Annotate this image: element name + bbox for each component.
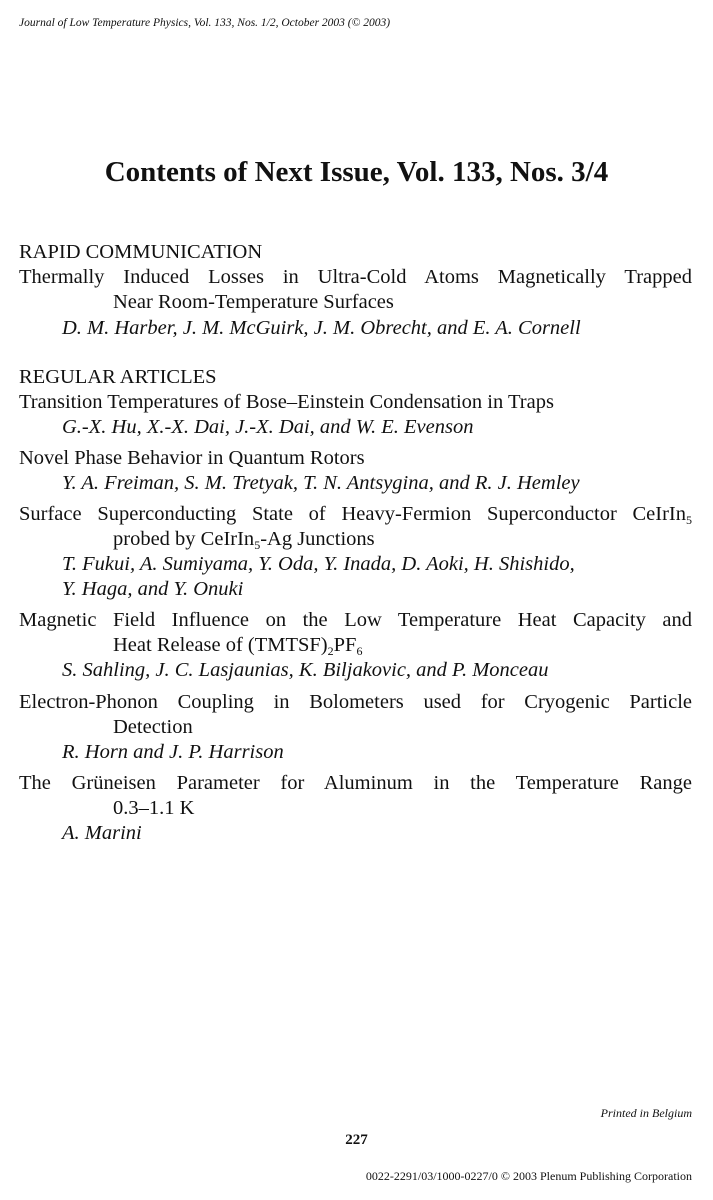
subscript: 6 bbox=[356, 644, 363, 658]
article-title: The Grüneisen Parameter for Aluminum in the Temperature Range bbox=[19, 772, 692, 794]
subscript: 5 bbox=[254, 538, 261, 552]
journal-header: Journal of Low Temperature Physics, Vol. 133, Nos. 1/2, October 2003 (© 2003) bbox=[19, 17, 391, 29]
article-title-text: probed by CeIrIn bbox=[113, 528, 255, 550]
article-title-text: -Ag Junctions bbox=[260, 528, 375, 550]
article-title-text: PF bbox=[333, 634, 357, 656]
article-title-text: Heat Release of (TMTSF) bbox=[113, 634, 328, 656]
section-heading-rapid: RAPID COMMUNICATION bbox=[19, 241, 263, 263]
article-title-text: Surface Superconducting State of Heavy-Fermion Superconductor CeIrIn bbox=[19, 503, 686, 525]
page-number: 227 bbox=[345, 1132, 368, 1148]
printed-location: Printed in Belgium bbox=[600, 1106, 692, 1120]
article-authors: S. Sahling, J. C. Lasjaunias, K. Biljakovic, and P. Monceau bbox=[62, 659, 549, 681]
article-title: Thermally Induced Losses in Ultra-Cold Atoms Magnetically Trapped bbox=[19, 266, 692, 288]
article-title: Novel Phase Behavior in Quantum Rotors bbox=[19, 447, 365, 469]
article-title: Magnetic Field Influence on the Low Temperature Heat Capacity and bbox=[19, 609, 692, 631]
article-authors: R. Horn and J. P. Harrison bbox=[62, 741, 284, 763]
article-authors: Y. A. Freiman, S. M. Tretyak, T. N. Antsygina, and R. J. Hemley bbox=[62, 472, 580, 494]
page-title: Contents of Next Issue, Vol. 133, Nos. 3/4 bbox=[104, 156, 609, 188]
article-title: Electron-Phonon Coupling in Bolometers used for Cryogenic Particle bbox=[19, 691, 692, 713]
article-authors: A. Marini bbox=[62, 822, 142, 844]
article-title-continued: Detection bbox=[113, 716, 193, 738]
subscript: 5 bbox=[686, 513, 692, 527]
article-authors-continued: Y. Haga, and Y. Onuki bbox=[62, 578, 244, 600]
section-heading-regular: REGULAR ARTICLES bbox=[19, 366, 217, 388]
copyright-line: 0022-2291/03/1000-0227/0 © 2003 Plenum Publishing Corporation bbox=[365, 1169, 692, 1183]
article-authors: G.-X. Hu, X.-X. Dai, J.-X. Dai, and W. E. Evenson bbox=[62, 416, 474, 438]
article-title: Transition Temperatures of Bose–Einstein Condensation in Traps bbox=[19, 391, 554, 413]
article-authors: T. Fukui, A. Sumiyama, Y. Oda, Y. Inada, D. Aoki, H. Shishido, bbox=[62, 553, 575, 575]
article-title-continued: 0.3–1.1 K bbox=[113, 797, 195, 819]
article-title-continued bbox=[113, 527, 375, 551]
article-title bbox=[19, 502, 692, 526]
subscript: 2 bbox=[327, 644, 334, 658]
article-title-continued: Near Room-Temperature Surfaces bbox=[113, 291, 394, 313]
article-authors: D. M. Harber, J. M. McGuirk, J. M. Obrecht, and E. A. Cornell bbox=[62, 317, 581, 339]
article-title-continued bbox=[113, 633, 362, 657]
